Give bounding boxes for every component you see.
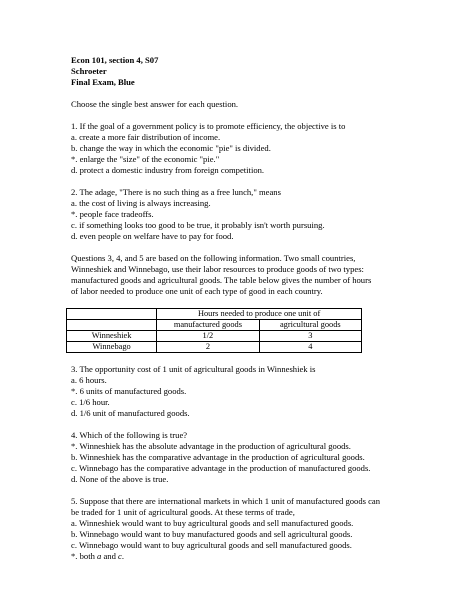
answer-option: d. even people on welfare have to pay for food. [71, 231, 234, 241]
scenario-line: Winneshiek and Winnebago, use their labor resources to produce goods of two types: [71, 264, 364, 274]
answer-option: *. enlarge the "size" of the economic "pie." [71, 154, 220, 164]
column-header-manufactured: manufactured goods [157, 320, 259, 331]
answer-option: c. Winnebago would want to buy agricultural goods and sell manufactured goods. [71, 540, 352, 550]
question-stem: 3. The opportunity cost of 1 unit of agricultural goods in Winneshiek is [71, 364, 316, 374]
shared-scenario [71, 253, 411, 297]
document-body [71, 55, 411, 562]
answer-option: a. Winneshiek would want to buy agricultural goods and sell manufactured goods. [71, 518, 354, 528]
country-cell: Winneshiek [67, 331, 157, 342]
answer-option: c. Winnebago has the comparative advantage in the production of manufactured goods. [71, 463, 371, 473]
question-stem: 4. Which of the following is true? [71, 430, 188, 440]
answer-option: a. create a more fair distribution of income. [71, 132, 221, 142]
option-conjunction: and [101, 551, 119, 561]
question-stem: be traded for 1 unit of agricultural goods. At these terms of trade, [71, 507, 295, 517]
question-5 [71, 496, 411, 562]
option-prefix: *. both [71, 551, 98, 561]
labor-hours-table [66, 308, 362, 353]
option-suffix: . [121, 551, 125, 561]
table-group-header: Hours needed to produce one unit of [157, 309, 362, 320]
answer-option: b. Winnebago would want to buy manufactured goods and sell agricultural goods. [71, 529, 353, 539]
answer-option: d. 1/6 unit of manufactured goods. [71, 408, 190, 418]
answer-option: a. the cost of living is always increasing. [71, 198, 211, 208]
table-header-row [67, 309, 362, 320]
answer-option: c. 1/6 hour. [71, 397, 110, 407]
answer-option: d. None of the above is true. [71, 474, 169, 484]
answer-option: *. 6 units of manufactured goods. [71, 386, 187, 396]
scenario-line: of labor needed to produce one unit of each type of good in each country. [71, 286, 323, 296]
exam-title: Final Exam, Blue [71, 77, 135, 87]
country-cell: Winnebago [67, 342, 157, 353]
table-column-row [67, 320, 362, 331]
table-row [67, 342, 362, 353]
answer-option: b. change the way in which the economic "pie" is divided. [71, 143, 271, 153]
column-header-agricultural: agricultural goods [259, 320, 361, 331]
option-ref-c: c [118, 551, 122, 561]
course-title: Econ 101, section 4, S07 [71, 55, 159, 65]
question-stem: 5. Suppose that there are international markets in which 1 unit of manufactured goods can [71, 496, 381, 506]
question-1 [71, 121, 411, 176]
answer-option [71, 551, 411, 562]
option-ref-a: a [97, 551, 102, 561]
table-row [67, 331, 362, 342]
instructions: Choose the single best answer for each question. [71, 99, 239, 109]
manufactured-hours-cell: 2 [157, 342, 259, 353]
question-4 [71, 430, 411, 485]
answer-option: d. protect a domestic industry from foreign competition. [71, 165, 265, 175]
agricultural-hours-cell: 3 [259, 331, 361, 342]
table-corner-cell [67, 320, 157, 331]
table-corner-cell [67, 309, 157, 320]
exam-header [71, 55, 411, 88]
answer-option: b. Winneshiek has the comparative advantage in the production of agricultural goods. [71, 452, 365, 462]
scenario-line: Questions 3, 4, and 5 are based on the following information. Two small countries, [71, 253, 356, 263]
answer-option: *. people face tradeoffs. [71, 209, 154, 219]
agricultural-hours-cell: 4 [259, 342, 361, 353]
answer-option: *. Winneshiek has the absolute advantage in the production of agricultural goods. [71, 441, 351, 451]
instructor-name: Schroeter [71, 66, 107, 76]
answer-option: a. 6 hours. [71, 375, 107, 385]
answer-option: c. if something looks too good to be true, it probably isn't worth pursuing. [71, 220, 325, 230]
question-stem: 2. The adage, "There is no such thing as a free lunch," means [71, 187, 281, 197]
scenario-line: manufactured goods and agricultural goods. The table below gives the number of hours [71, 275, 372, 285]
question-2 [71, 187, 411, 242]
manufactured-hours-cell: 1/2 [157, 331, 259, 342]
question-stem: 1. If the goal of a government policy is to promote efficiency, the objective is to [71, 121, 346, 131]
question-3 [71, 364, 411, 419]
